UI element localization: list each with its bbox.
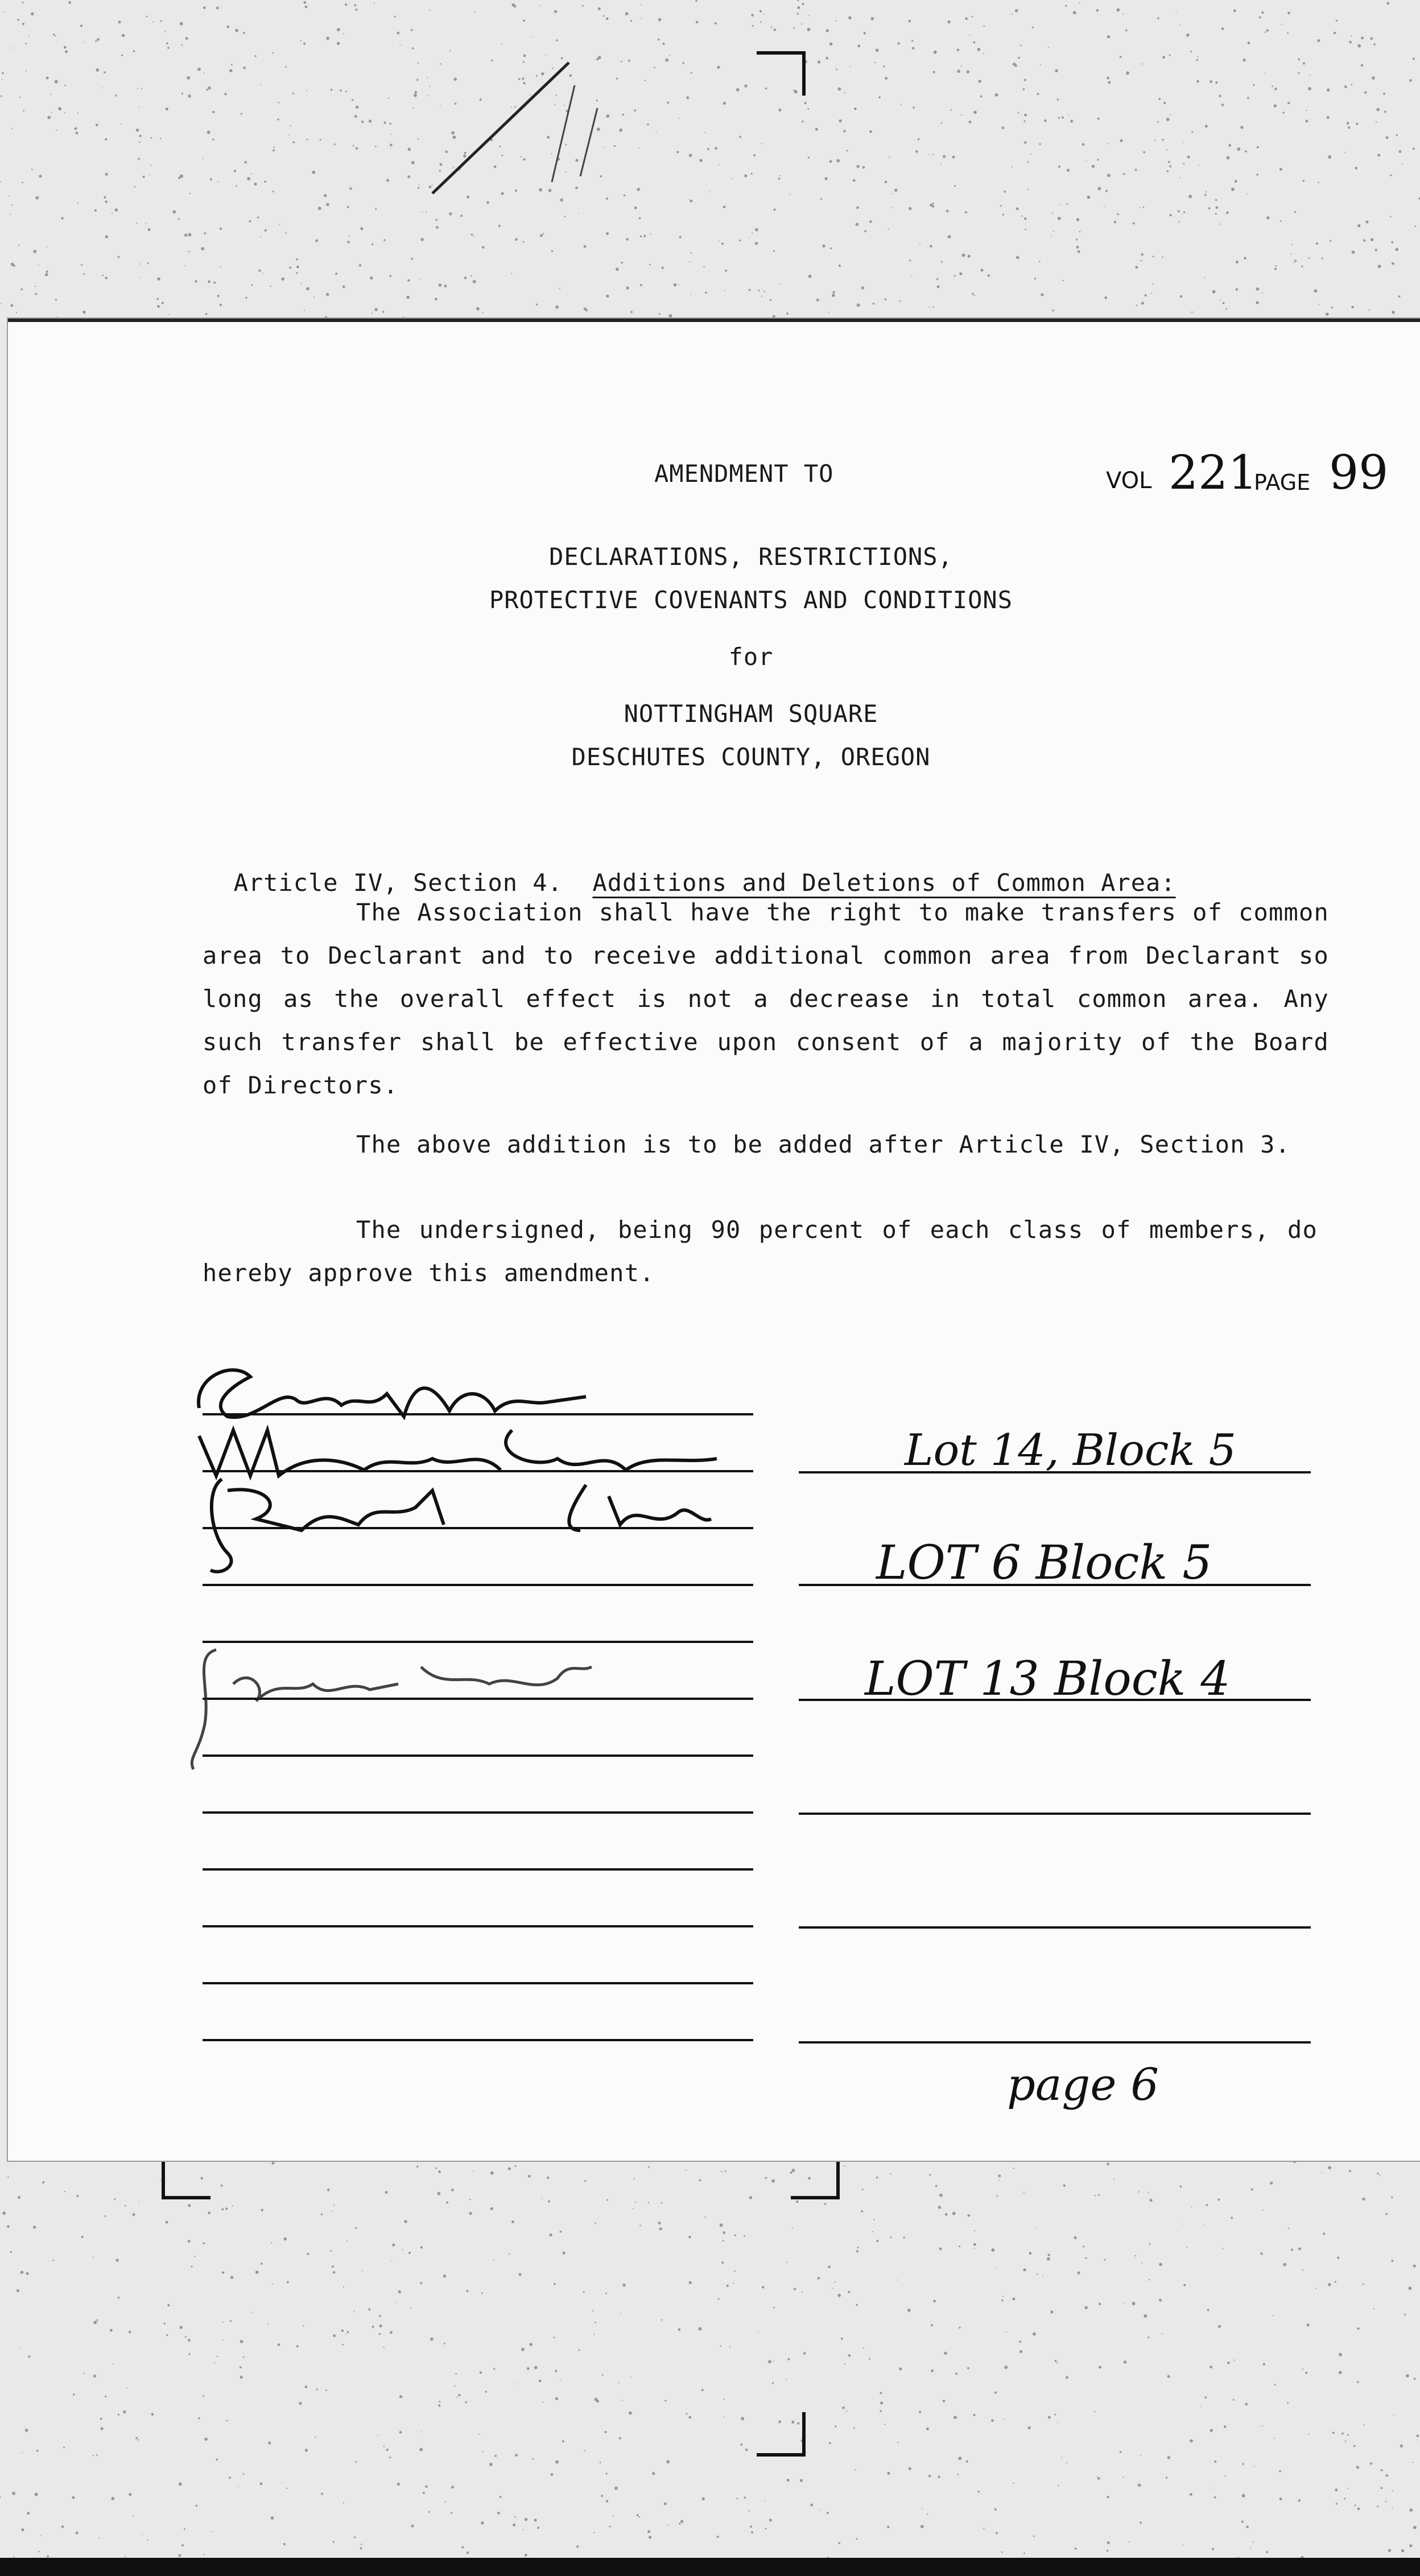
signature-line [203, 1811, 753, 1814]
signature-name [0, 0, 1, 1]
scan-edge [0, 2558, 1420, 2576]
title-line-3: for [728, 643, 774, 671]
article-paragraph: The Association shall have the right to make transfers of common area to Declarant and to receive additional common area from Declarant so long as the overall effect is not a decrease in total common area. Any such transfer shall be effective upon consent of a majority of the Board of Directors. [203, 898, 1329, 1099]
crop-mark-bottom-mid [791, 2162, 840, 2199]
title-line-4: NOTTINGHAM SQUARE [624, 700, 878, 728]
amendment-heading: AMENDMENT TO [654, 460, 834, 488]
lot-line [799, 2041, 1311, 2044]
lot-entry: Lot 14, Block 5 [905, 1425, 1236, 1475]
lot-entry: LOT 13 Block 4 [865, 1652, 1231, 1706]
title-line-1: DECLARATIONS, RESTRICTIONS, [549, 543, 953, 571]
stray-pen-marks [398, 51, 683, 222]
article-heading [204, 841, 1176, 897]
signature-line [203, 1584, 753, 1586]
signature-line [203, 1925, 753, 1927]
crop-mark-bottom [757, 2412, 806, 2457]
article-title: Additions and Deletions of Common Area: [592, 869, 1176, 897]
signature-line [203, 1982, 753, 1984]
signature-line [203, 1868, 753, 1871]
lot-line [799, 1813, 1311, 1815]
crop-mark-top [757, 51, 806, 96]
page-number: 99 [1329, 446, 1389, 500]
crop-mark-bottom-left [162, 2162, 210, 2199]
page-label: PAGE [1254, 470, 1311, 495]
title-line-2: PROTECTIVE COVENANTS AND CONDITIONS [489, 586, 1013, 614]
signature-line [203, 2039, 753, 2041]
vol-number: 221 [1169, 446, 1258, 500]
lot-entry: LOT 6 Block 5 [876, 1536, 1212, 1590]
handwritten-signature [182, 1638, 614, 1775]
approval-statement: The undersigned, being 90 percent of each class of members, do hereby approve this amendment. [203, 1216, 1318, 1287]
title-line-5: DESCHUTES COUNTY, OREGON [571, 743, 931, 771]
vol-label: VOL [1106, 468, 1152, 494]
lot-line [799, 1926, 1311, 1929]
article-reference: Article IV, Section 4. [233, 869, 563, 897]
addition-note: The above addition is to be added after Article IV, Section 3. [356, 1130, 1291, 1158]
page-note: page 6 [1007, 2059, 1159, 2111]
handwritten-signature [188, 1468, 717, 1582]
